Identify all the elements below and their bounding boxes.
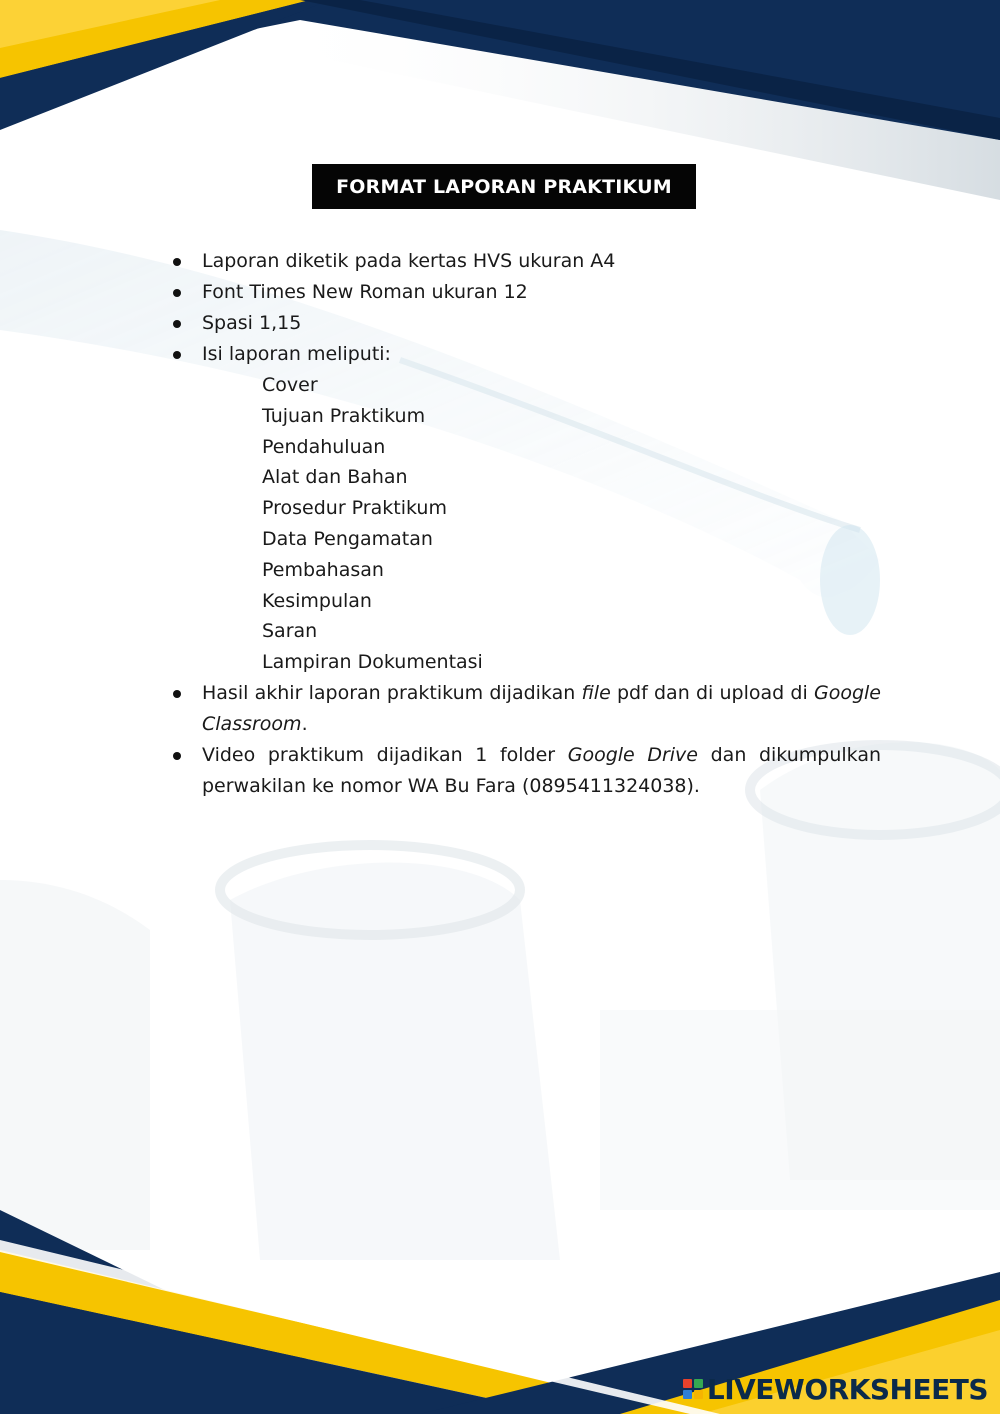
report-content-item: Pembahasan: [262, 558, 384, 581]
list-item-submission: Hasil akhir laporan praktikum dijadikan file pdf dan di upload di Google Classroom.: [170, 678, 881, 740]
list-item: Spasi 1,15: [170, 308, 881, 339]
list-item: Isi laporan meliputi:: [170, 339, 881, 370]
page-title: [312, 164, 696, 209]
bullet-icon: [173, 690, 181, 698]
liveworksheets-logo: [683, 1372, 988, 1406]
bullet-icon: [173, 320, 181, 328]
bullet-icon: [173, 752, 181, 760]
list-item: Font Times New Roman ukuran 12: [170, 277, 881, 308]
logo-grid-icon: [683, 1379, 703, 1399]
list-item-video: Video praktikum dijadikan 1 folder Google Drive dan dikumpulkan perwakilan ke nomor WA Bu Fara (0895411324038).: [170, 740, 881, 802]
report-format-list: [170, 246, 881, 802]
logo-text: LIVEWORKSHEETS: [706, 1372, 988, 1406]
report-content-item: Kesimpulan: [262, 589, 372, 612]
report-contents-list: [170, 370, 881, 678]
bullet-icon: [173, 289, 181, 297]
report-content-item: Pendahuluan: [262, 435, 386, 458]
report-content-item: Lampiran Dokumentasi: [262, 651, 483, 674]
report-content-item: Prosedur Praktikum: [262, 497, 447, 520]
report-content-item: Alat dan Bahan: [262, 466, 408, 489]
bullet-icon: [173, 258, 181, 266]
report-content-item: Tujuan Praktikum: [262, 404, 426, 427]
page-title-text: FORMAT LAPORAN PRAKTIKUM: [336, 175, 672, 198]
report-content-item: Cover: [262, 374, 318, 396]
report-content-item: Data Pengamatan: [262, 527, 433, 550]
bullet-icon: [173, 351, 181, 359]
report-content-item: Saran: [262, 620, 318, 643]
list-item: Laporan diketik pada kertas HVS ukuran A4: [170, 246, 881, 277]
